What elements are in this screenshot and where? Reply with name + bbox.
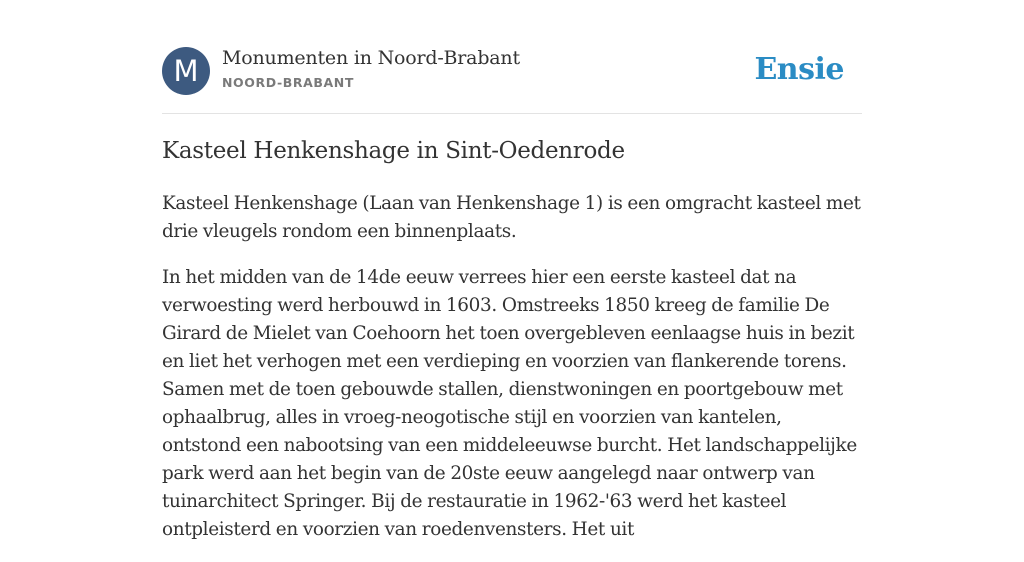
article-page [162,0,862,540]
article-body [162,190,862,562]
article-paragraph: Kasteel Henkenshage (Laan van Henkenshage 1) is een omgracht kasteel met drie vleugels rondom een binnenplaats. [162,193,861,242]
collection-title[interactable]: Monumenten in Noord-Brabant [222,47,520,69]
collection-category[interactable]: NOORD-BRABANT [222,75,354,90]
article-paragraph: In het midden van de 14de eeuw verrees hier een eerste kasteel dat na verwoesting werd herbouwd in 1603. Omstreeks 1850 kreeg de familie De Girard de Mielet van Coehoorn het toen overgebleven eenlaagse huis in bezit en liet het verhogen met een verdieping en voorzien van flankerende torens. Samen met de toen gebouwde stallen, dienstwoningen en poortgebouw met ophaalbrug, alles in vroeg-neogotische stijl en voorzien van kantelen, ontstond een nabootsing van een middeleeuwse burcht. Het landschappelijke park werd aan het begin van de 20ste eeuw aangelegd naar ontwerp van tuinarchitect Springer. Bij de restauratie in 1962-'63 werd het kasteel ontpleisterd en voorzien van roedenvensters. Het uit [162,267,857,540]
collection-avatar[interactable]: M [162,47,210,95]
ensie-logo[interactable]: Ensie [754,52,844,87]
article-title: Kasteel Henkenshage in Sint-Oedenrode [162,138,625,164]
collection-header [162,47,862,114]
